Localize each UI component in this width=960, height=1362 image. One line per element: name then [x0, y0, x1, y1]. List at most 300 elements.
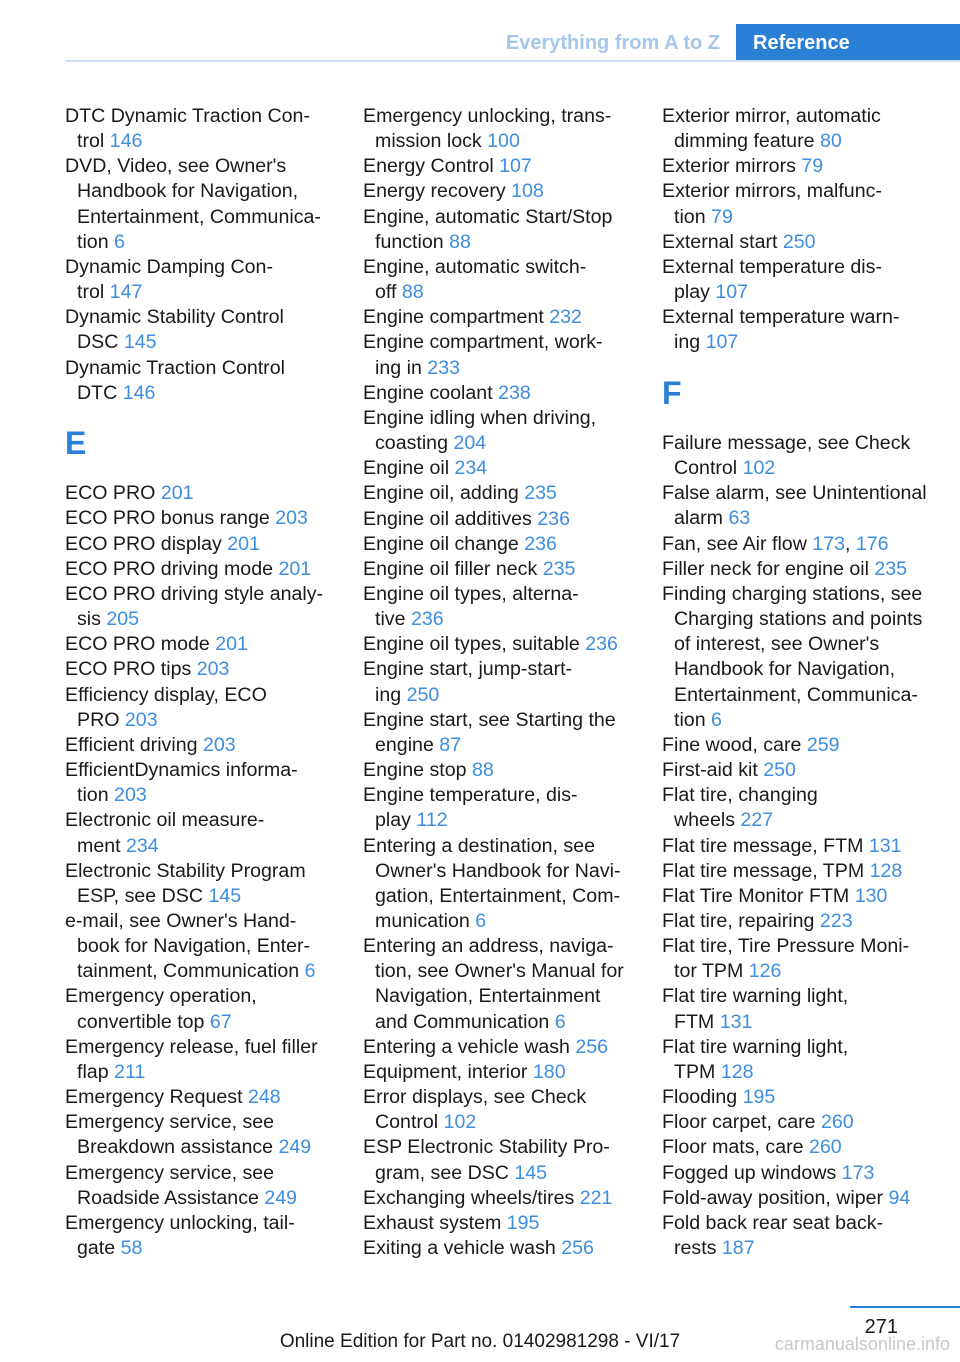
index-entry [363, 532, 633, 557]
index-entry [662, 1211, 947, 1261]
page-ref-link[interactable]: 146 [109, 130, 143, 153]
page-ref-link[interactable]: 145 [123, 331, 157, 354]
index-entry [662, 1186, 947, 1211]
page-ref-link[interactable]: 236 [410, 608, 444, 631]
entry-text: engine [375, 733, 440, 756]
page-ref-link[interactable]: 130 [854, 884, 888, 907]
entry-text: Flat Tire Monitor FTM [662, 884, 855, 907]
entry-text: Flat tire, changing [662, 784, 818, 807]
entry-text: play [375, 809, 417, 832]
index-entry [363, 708, 633, 758]
page-ref-link[interactable]: 6 [554, 1010, 566, 1033]
index-entry [65, 481, 335, 506]
entry-text: EfficientDynamics informa- [65, 759, 298, 782]
entry-text: mission lock [375, 130, 488, 153]
page-ref-link[interactable]: 205 [106, 608, 140, 631]
entry-text: Exterior mirrors, malfunc- [662, 180, 882, 203]
header-rule [65, 60, 960, 62]
page-ref-link[interactable]: 203 [114, 784, 147, 807]
entry-text: rests [674, 1237, 722, 1259]
entry-text: External start [662, 230, 783, 253]
entry-text: DSC [77, 331, 124, 354]
page-ref-link[interactable]: 145 [208, 884, 242, 907]
page-ref-link[interactable]: 249 [278, 1136, 312, 1159]
page-ref-link[interactable]: 6 [475, 910, 487, 932]
index-entry [662, 783, 947, 833]
page-ref-link[interactable]: 108 [511, 180, 544, 203]
index-entry [65, 506, 335, 531]
page-ref-link[interactable]: 235 [542, 557, 576, 580]
entry-text: Energy Control [363, 155, 500, 178]
page-ref-link[interactable]: 107 [705, 331, 739, 354]
index-entry [363, 758, 633, 783]
index-entry [363, 632, 633, 657]
page-ref-link[interactable]: 203 [275, 507, 308, 530]
page-ref-link[interactable]: 235 [524, 482, 557, 505]
index-entry [662, 1085, 947, 1110]
entry-text: Engine idling when driving, [363, 406, 597, 429]
entry-text: Floor carpet, care [662, 1111, 821, 1134]
chapter-tab: Reference [736, 24, 960, 62]
page-ref-link[interactable]: 107 [715, 281, 749, 304]
entry-text: Flat tire message, FTM [662, 834, 869, 857]
entry-text: tion, see Owner's Manual for [375, 960, 624, 983]
index-entry [662, 230, 947, 255]
entry-text: and Communication [375, 1010, 555, 1033]
index-entry [363, 1060, 633, 1085]
index-entry [65, 758, 335, 808]
page-ref-link[interactable]: 100 [487, 130, 520, 153]
entry-text: PRO [77, 708, 125, 731]
index-entry [363, 507, 633, 532]
entry-text: ESP, see DSC [77, 884, 209, 907]
entry-text: of interest, see Owner's [674, 633, 880, 656]
index-entry [363, 456, 633, 481]
edition-footer: Online Edition for Part no. 01402981298 - VI/17 [279, 1331, 681, 1352]
entry-text: Control [674, 457, 743, 480]
index-entry [363, 1236, 633, 1261]
index-entry [662, 104, 947, 154]
page-ref-link[interactable]: 227 [740, 809, 774, 832]
page-ref-link[interactable]: 58 [120, 1237, 143, 1259]
index-entry [363, 406, 633, 456]
entry-text: ECO PRO bonus range [65, 507, 276, 530]
entry-text: tor TPM [674, 960, 749, 983]
index-letter-heading: E [65, 424, 87, 461]
page-ref-link[interactable]: 238 [498, 381, 531, 404]
entry-text: Electronic oil measure- [65, 809, 265, 832]
index-entry [363, 305, 633, 330]
index-entry [65, 808, 335, 858]
index-entry [65, 632, 335, 657]
index-entry [662, 255, 947, 305]
entry-text: Exterior mirrors [662, 155, 802, 178]
page-ref-link[interactable]: 112 [416, 809, 448, 832]
entry-text: Fine wood, care [662, 733, 807, 756]
page-ref-link[interactable]: 173 [812, 532, 845, 555]
page-ref-link[interactable]: 235 [874, 557, 908, 580]
entry-text: Dynamic Damping Con- [65, 255, 273, 278]
page-ref-link[interactable]: 195 [506, 1211, 540, 1234]
entry-text: tion [77, 230, 115, 253]
entry-text: TPM [674, 1060, 721, 1083]
index-entry [662, 431, 947, 481]
entry-text: Handbook for Navigation, [77, 180, 299, 203]
entry-text: Entertainment, Communica- [674, 683, 918, 706]
index-column-2 [363, 104, 633, 1261]
index-entry [662, 1161, 947, 1186]
entry-text: Finding charging stations, see [662, 582, 923, 605]
entry-text: Emergency service, see [65, 1161, 275, 1184]
entry-text: Equipment, interior [363, 1060, 533, 1083]
entry-text: Fogged up windows [662, 1161, 842, 1184]
entry-text: Entering a vehicle wash [363, 1035, 576, 1058]
page-ref-link[interactable]: 102 [742, 457, 776, 480]
entry-text: Entertainment, Communica- [77, 205, 321, 228]
page-ref-link[interactable]: 250 [406, 683, 440, 706]
index-column-3 [662, 104, 947, 1261]
index-letter-heading: F [662, 374, 682, 411]
page-ref-link[interactable]: 232 [549, 306, 582, 329]
index-entry [363, 205, 633, 255]
entry-text: Dynamic Traction Control [65, 356, 285, 379]
index-entry [662, 305, 947, 355]
entry-text: coasting [375, 432, 454, 455]
index-entry [363, 582, 633, 632]
page-ref-link[interactable]: 88 [471, 759, 494, 782]
page-ref-link[interactable]: 236 [585, 633, 618, 656]
index-entry [662, 934, 947, 984]
index-entry [363, 934, 633, 1035]
entry-text: Energy recovery [363, 180, 512, 203]
entry-text: play [674, 281, 716, 304]
index-entry [662, 481, 947, 531]
entry-text: flap [77, 1060, 115, 1083]
index-entry [363, 1211, 633, 1236]
entry-text: tion [674, 205, 712, 228]
entry-text: tion [674, 708, 712, 731]
entry-text: External temperature warn- [662, 306, 900, 329]
index-entry [662, 532, 947, 557]
page-ref-link[interactable]: 256 [575, 1035, 609, 1058]
entry-text: ECO PRO mode [65, 633, 216, 656]
page-ref-link[interactable]: 223 [819, 909, 853, 932]
page-ref-link[interactable]: 201 [160, 482, 194, 505]
entry-text: gram, see DSC [375, 1161, 515, 1184]
page-ref-link[interactable]: 204 [453, 432, 487, 455]
page-ref-link[interactable]: 128 [869, 859, 903, 882]
index-entry [65, 532, 335, 557]
entry-text: Emergency unlocking, trans- [363, 105, 612, 127]
index-entry [363, 330, 633, 380]
page-ref-link[interactable]: 173 [841, 1161, 875, 1184]
entry-text: Emergency release, fuel filler [65, 1035, 318, 1058]
page-ref-link[interactable]: 67 [209, 1010, 232, 1033]
page-ref-link[interactable]: 211 [114, 1060, 146, 1083]
index-entry [65, 657, 335, 682]
page-number-rule [850, 1306, 960, 1308]
entry-text: Control [375, 1111, 444, 1134]
page-ref-link[interactable]: 236 [537, 507, 570, 530]
page-ref-link[interactable]: 146 [122, 381, 156, 404]
entry-text: ECO PRO driving style analy- [65, 582, 324, 605]
index-entry [662, 859, 947, 884]
page-ref-link[interactable]: 102 [443, 1111, 477, 1134]
index-entry [65, 356, 335, 406]
index-entry [662, 1135, 947, 1160]
page-ref-link[interactable]: 180 [532, 1060, 566, 1083]
index-entry [65, 1110, 335, 1160]
entry-text: Flat tire message, TPM [662, 859, 870, 882]
page-ref-link[interactable]: 126 [748, 960, 782, 983]
page-ref-link[interactable]: 176 [855, 532, 889, 555]
index-entry [363, 481, 633, 506]
page-ref-link[interactable]: 203 [196, 658, 230, 681]
index-entry [363, 1135, 633, 1185]
entry-text: ing [674, 331, 706, 354]
entry-text: Flat tire, Tire Pressure Moni- [662, 935, 910, 958]
entry-text: Engine oil [363, 457, 455, 480]
page-ref-link[interactable]: 147 [109, 281, 143, 304]
entry-text: wheels [674, 809, 741, 832]
entry-text: Engine oil filler neck [363, 557, 543, 580]
page-ref-link[interactable]: 221 [579, 1186, 613, 1209]
page-ref-link[interactable]: 88 [401, 281, 424, 304]
page-ref-link[interactable]: 201 [278, 557, 312, 580]
page-ref-link[interactable]: 80 [819, 130, 842, 153]
index-entry [65, 733, 335, 758]
page-ref-link[interactable]: 236 [524, 532, 557, 555]
entry-text: Engine coolant [363, 381, 499, 404]
page-ref-link[interactable]: 248 [247, 1086, 281, 1109]
entry-text: Engine start, jump-start- [363, 658, 573, 681]
page-ref-link[interactable]: 259 [806, 733, 840, 756]
page-ref-link[interactable]: 234 [454, 457, 488, 480]
entry-text: munication [375, 910, 476, 932]
page-ref-link[interactable]: 63 [728, 507, 751, 530]
entry-text: Engine oil types, alterna- [363, 582, 579, 605]
entry-text: Entering a destination, see [363, 834, 596, 857]
entry-text: e-mail, see Owner's Hand- [65, 909, 297, 932]
page-ref-link[interactable]: 201 [227, 532, 260, 555]
page-ref-link[interactable]: 87 [439, 733, 462, 756]
entry-text: Engine start, see Starting the [363, 708, 616, 731]
entry-text: dimming feature [674, 130, 820, 153]
entry-text: function [375, 230, 450, 253]
page-ref-link[interactable]: 94 [888, 1186, 911, 1209]
entry-text: Engine stop [363, 759, 472, 782]
entry-text: Flat tire warning light, [662, 985, 849, 1008]
page-ref-link[interactable]: 6 [114, 230, 125, 253]
index-entry [65, 305, 335, 355]
entry-text: Emergency operation, [65, 985, 257, 1008]
entry-text: convertible top [77, 1010, 210, 1033]
entry-text: DVD, Video, see Owner's [65, 155, 287, 178]
entry-text: DTC [77, 381, 123, 404]
index-entry [363, 179, 633, 204]
index-entry [65, 984, 335, 1034]
entry-text: ECO PRO [65, 482, 161, 505]
index-entry [662, 179, 947, 229]
page-ref-link[interactable]: 256 [561, 1237, 594, 1260]
page-ref-link[interactable]: 233 [427, 356, 460, 379]
index-entry [363, 154, 633, 179]
entry-text: Roadside Assistance [77, 1186, 265, 1209]
entry-text: Engine oil additives [363, 507, 538, 530]
page-ref-link[interactable]: 145 [514, 1161, 548, 1184]
entry-text: Floor mats, care [662, 1136, 809, 1159]
index-entry [662, 909, 947, 934]
page-ref-link[interactable]: 79 [801, 155, 824, 178]
index-entry [65, 1085, 335, 1110]
watermark: carmanualsonline.info [774, 1334, 950, 1354]
index-entry [363, 1186, 633, 1211]
page-header [65, 24, 960, 62]
entry-text: gation, Entertainment, Com- [375, 884, 621, 907]
entry-text: Exiting a vehicle wash [363, 1237, 562, 1260]
entry-text: Electronic Stability Program [65, 859, 306, 882]
entry-text: First-aid kit [662, 759, 764, 782]
page-number: 271 [864, 1316, 898, 1338]
index-entry [662, 733, 947, 758]
page-ref-link[interactable]: 88 [449, 230, 471, 253]
page-ref-link[interactable]: 234 [126, 834, 159, 857]
page-ref-link[interactable]: 260 [809, 1136, 842, 1159]
entry-text: book for Navigation, Enter- [77, 935, 311, 958]
entry-text: Engine oil, adding [363, 482, 525, 505]
entry-text: sis [77, 608, 107, 631]
entry-text: tive [375, 608, 411, 631]
index-entry [363, 255, 633, 305]
index-entry [363, 1085, 633, 1135]
entry-text: gate [77, 1237, 121, 1259]
entry-text: Flat tire, repairing [662, 909, 820, 932]
entry-text: off [375, 281, 402, 304]
index-entry [662, 557, 947, 582]
entry-text: Charging stations and points [674, 608, 923, 631]
entry-text: Exchanging wheels/tires [363, 1186, 580, 1209]
index-column-1 [65, 104, 335, 1261]
entry-text: Fold-away position, wiper [662, 1186, 889, 1209]
entry-text: Filler neck for engine oil [662, 557, 875, 580]
entry-text: Flat tire warning light, [662, 1035, 849, 1058]
entry-text: Breakdown assistance [77, 1136, 279, 1159]
page-ref-link[interactable]: 250 [763, 759, 796, 782]
entry-text: Efficiency display, ECO [65, 683, 267, 706]
index-entry [65, 683, 335, 733]
entry-text: Owner's Handbook for Navi- [375, 859, 621, 882]
entry-text: Engine temperature, dis- [363, 784, 578, 807]
page-ref-link[interactable]: 107 [499, 155, 532, 178]
index-entry [662, 1035, 947, 1085]
index-entry [363, 381, 633, 406]
index-entry [662, 154, 947, 179]
page-ref-link[interactable]: 201 [215, 633, 248, 656]
entry-separator: , [845, 532, 856, 555]
index-entry [363, 783, 633, 833]
index-entry [662, 758, 947, 783]
page-ref-link[interactable]: 128 [720, 1060, 754, 1083]
index-entry [65, 557, 335, 582]
entry-text: ing [375, 683, 407, 706]
index-entry [65, 1035, 335, 1085]
page-ref-link[interactable]: 195 [742, 1086, 776, 1109]
entry-text: Emergency Request [65, 1086, 248, 1109]
entry-text: tainment, Communication [77, 960, 305, 983]
entry-text: False alarm, see Unintentional [662, 482, 927, 505]
index-entry [65, 154, 335, 255]
entry-text: Emergency service, see [65, 1111, 275, 1134]
index-entry [662, 834, 947, 859]
entry-text: Fan, see Air flow [662, 532, 813, 555]
entry-text: Flooding [662, 1086, 743, 1109]
index-entry [65, 582, 335, 632]
entry-text: ECO PRO tips [65, 658, 197, 681]
entry-text: trol [77, 130, 110, 153]
entry-text: Navigation, Entertainment [375, 985, 601, 1008]
page-ref-link[interactable]: 131 [719, 1010, 753, 1033]
page-ref-link[interactable]: 203 [202, 733, 236, 756]
entry-text: DTC Dynamic Traction Con- [65, 105, 310, 127]
index-entry [363, 657, 633, 707]
entry-text: Fold back rear seat back- [662, 1211, 884, 1234]
section-title: Everything from A to Z [505, 32, 720, 54]
index-entry [662, 1110, 947, 1135]
entry-text: Exhaust system [363, 1211, 507, 1234]
index-entry [65, 104, 335, 154]
entry-text: Efficient driving [65, 733, 203, 756]
page-ref-link[interactable]: 187 [721, 1237, 755, 1259]
page-ref-link[interactable]: 249 [264, 1186, 298, 1209]
page-ref-link[interactable]: 6 [304, 960, 316, 983]
index-entry [662, 582, 947, 733]
index-entry [65, 909, 335, 984]
index-entry [65, 1211, 335, 1261]
entry-text: Engine compartment, work- [363, 331, 603, 354]
page-ref-link[interactable]: 79 [711, 205, 733, 228]
index-entry [662, 884, 947, 909]
entry-text: Engine oil types, suitable [363, 633, 586, 656]
entry-text: Engine compartment [363, 306, 550, 329]
index-entry [363, 104, 633, 154]
page-ref-link[interactable]: 6 [711, 708, 722, 731]
entry-text: trol [77, 281, 110, 304]
entry-text: ECO PRO display [65, 532, 228, 555]
index-entry [363, 557, 633, 582]
entry-text: Engine, automatic Start/Stop [363, 205, 613, 228]
entry-text: ESP Electronic Stability Pro- [363, 1136, 610, 1159]
index-entry [65, 1161, 335, 1211]
index-entry [662, 984, 947, 1034]
page-ref-link[interactable]: 203 [124, 708, 158, 731]
entry-text: ECO PRO driving mode [65, 557, 279, 580]
entry-text: Entering an address, naviga- [363, 935, 614, 958]
index-entry [65, 255, 335, 305]
entry-text: External temperature dis- [662, 255, 882, 278]
entry-text: Engine oil change [363, 532, 525, 555]
page-ref-link[interactable]: 260 [821, 1111, 854, 1134]
entry-text: ing in [375, 356, 428, 379]
entry-text: Dynamic Stability Control [65, 306, 284, 329]
page-ref-link[interactable]: 250 [782, 230, 816, 253]
index-entry [65, 859, 335, 909]
page-ref-link[interactable]: 131 [868, 834, 902, 857]
entry-text: FTM [674, 1010, 720, 1033]
entry-text: tion [77, 784, 115, 807]
entry-text: Exterior mirror, automatic [662, 105, 881, 127]
entry-text: Emergency unlocking, tail- [65, 1211, 295, 1234]
entry-text: Engine, automatic switch- [363, 255, 587, 278]
